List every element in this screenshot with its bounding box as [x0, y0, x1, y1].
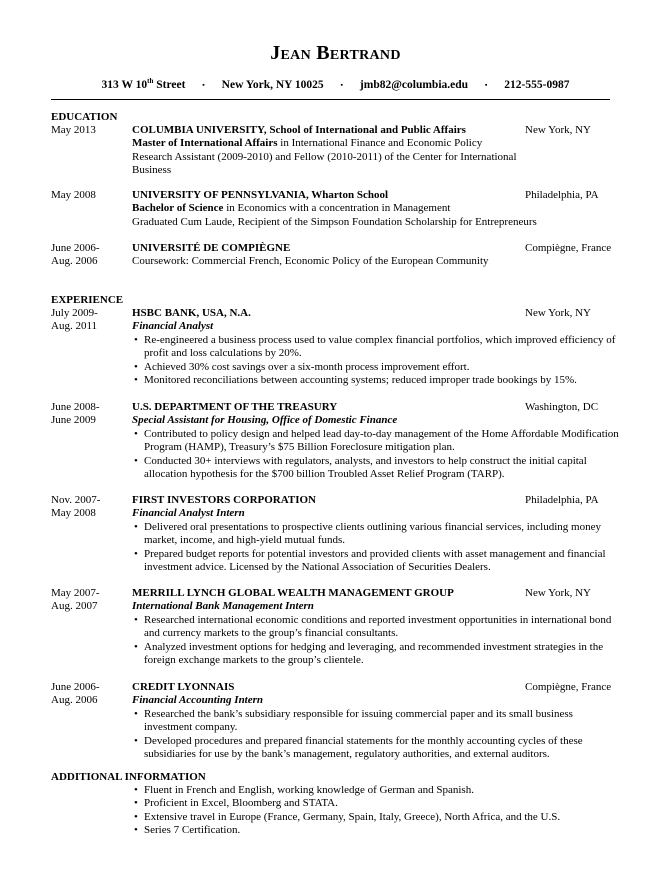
bullet-item: • Fluent in French and English, working knowledge of German and Spanish.	[132, 784, 621, 797]
job-title: Financial Analyst Intern	[132, 507, 245, 520]
job-title: International Bank Management Intern	[132, 600, 314, 613]
detail-line: Research Assistant (2009-2010) and Fellow (2010-2011) of the Center for International	[132, 150, 517, 163]
entry-date: July 2009- Aug. 2011	[51, 307, 98, 333]
institution: UNIVERSITY OF PENNSYLVANIA, Wharton School	[132, 189, 389, 201]
bullet-item: • Re-engineered a business process used to value complex financial portfolios, which improved efficiency of profit and loss calculations by 20%.	[132, 334, 622, 361]
bullet-item: • Analyzed investment options for hedging and leveraging, and recommended investment strategies in the foreign exchange markets to the group’s clientele.	[132, 641, 622, 668]
entry-date: May 2007- Aug. 2007	[51, 587, 100, 613]
job-title: Financial Accounting Intern	[132, 694, 264, 707]
bullet-item: • Prepared budget reports for potential investors and provided clients with asset management and financial investment advice. Licensed by the National Association of Securities Dealers.	[132, 548, 622, 575]
detail-line: Coursework: Commercial French, Economic Policy of the European Community	[132, 255, 489, 268]
bullet-item: • Conducted 30+ interviews with regulators, analysts, and investors to help construct the initial capital allocation hypothesis for the $700 billion Troubled Asset Relief Program (TARP).	[132, 455, 622, 482]
bullet-item: • Achieved 30% cost savings over a six-month process improvement effort.	[132, 361, 622, 374]
entry-date: June 2008- June 2009	[51, 401, 100, 427]
entry-location: Compiègne, France	[525, 242, 612, 254]
institution: UNIVERSITÉ DE COMPIÈGNE	[132, 242, 291, 254]
entry-location: New York, NY	[525, 307, 592, 319]
bullet-list	[132, 708, 622, 762]
entry-date: May 2008	[51, 189, 96, 201]
bullet-item: • Delivered oral presentations to prospective clients outlining various financial services, including money market, income, and high-yield mutual funds.	[132, 521, 622, 548]
bullet-item: • Researched international economic conditions and reported investment opportunities in international bond and currency markets to the group’s financial consultants.	[132, 614, 622, 641]
degree: Master of International Affairs in International Finance and Economic Policy	[132, 137, 483, 150]
separator-icon: ▪	[340, 81, 344, 90]
entry-location: New York, NY	[525, 587, 592, 599]
bullet-item: • Contributed to policy design and helped lead day-to-day management of the Home Affordable Modification Program (HAMP), Treasury’s $75 Billion Foreclosure mitigation plan.	[132, 428, 622, 455]
entry-date: Nov. 2007- May 2008	[51, 494, 101, 520]
entry-location: New York, NY	[525, 124, 592, 136]
education-heading: EDUCATION	[51, 111, 118, 123]
employer: MERRILL LYNCH GLOBAL WEALTH MANAGEMENT GROUP	[132, 587, 454, 599]
entry-date: June 2006- Aug. 2006	[51, 242, 100, 268]
employer: FIRST INVESTORS CORPORATION	[132, 494, 316, 506]
entry-location: Compiègne, France	[525, 681, 612, 693]
separator-icon: ▪	[202, 81, 205, 90]
bullet-item: • Series 7 Certification.	[132, 824, 621, 837]
employer: HSBC BANK, USA, N.A.	[132, 307, 251, 319]
header-divider	[51, 99, 610, 100]
entry-date: May 2013	[51, 124, 96, 136]
additional-info-block	[51, 784, 621, 838]
bullet-list	[132, 521, 622, 575]
bullet-item: • Proficient in Excel, Bloomberg and STATA.	[132, 797, 621, 810]
institution: COLUMBIA UNIVERSITY, School of International and Public Affairs	[132, 124, 466, 136]
bullet-list	[132, 614, 622, 668]
employer: U.S. DEPARTMENT OF THE TREASURY	[132, 401, 338, 413]
entry-date: June 2006- Aug. 2006	[51, 681, 100, 707]
email-link[interactable]: jmb82@columbia.edu	[359, 78, 469, 91]
bullet-item: • Developed procedures and prepared financial statements for the monthly accounting cycles of these subsidiaries for use by the bank’s management, regulatory authorities, and external auditors.	[132, 735, 622, 762]
entry-location: Washington, DC	[525, 401, 599, 413]
bullet-list	[132, 334, 622, 388]
job-title: Special Assistant for Housing, Office of Domestic Finance	[132, 414, 398, 427]
bullet-list	[132, 784, 621, 838]
address: 313 W 10th Street	[101, 77, 186, 91]
employer: CREDIT LYONNAIS	[132, 681, 235, 693]
additional-info-heading: ADDITIONAL INFORMATION	[51, 771, 206, 783]
contact-line	[0, 77, 671, 91]
bullet-item: • Researched the bank’s subsidiary responsible for issuing commercial paper and its small business investment company.	[132, 708, 622, 735]
separator-icon: ▪	[484, 81, 488, 90]
detail-line: Graduated Cum Laude, Recipient of the Simpson Foundation Scholarship for Entrepreneurs	[132, 215, 537, 228]
job-title: Financial Analyst	[132, 320, 214, 333]
phone: 212-555-0987	[504, 78, 570, 91]
bullet-item: • Extensive travel in Europe (France, Germany, Spain, Italy, Greece), North Africa, and the U.S.	[132, 811, 621, 824]
bullet-item: • Monitored reconciliations between accounting systems; reduced improper trade bookings by 15%.	[132, 374, 622, 387]
degree: Bachelor of Science in Economics with a concentration in Management	[132, 202, 451, 215]
entry-location: Philadelphia, PA	[525, 189, 599, 201]
experience-heading: EXPERIENCE	[51, 294, 124, 306]
detail-line: Business	[132, 164, 172, 177]
bullet-list	[132, 428, 622, 482]
entry-location: Philadelphia, PA	[525, 494, 599, 506]
city: New York, NY 10025	[221, 78, 324, 91]
candidate-name: Jean Bertrand	[270, 42, 401, 64]
